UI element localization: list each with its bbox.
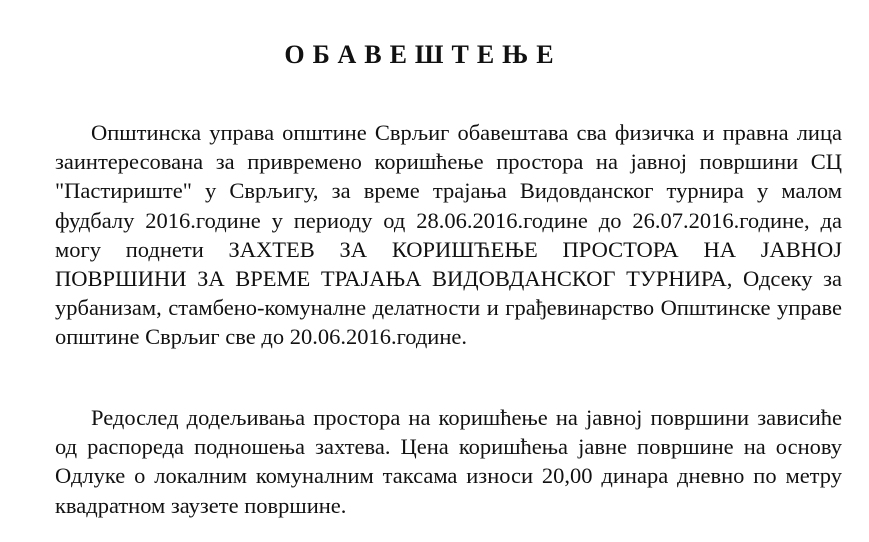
notice-paragraph-1: Општинска управа општине Сврљиг обавештава сва физичка и правна лица заинтересована за привремено коришћење простора на јавној површини СЦ "Пастириште" у Сврљигу, за време трајања Видовданског турнира у малом фудбалу 2016.године у периоду од 28.06.2016.године до 26.07.2016.године, да могу поднети ЗАХТЕВ ЗА КОРИШЋЕЊЕ ПРОСТОРА НА ЈАВНОЈ ПОВРШИНИ ЗА ВРЕМЕ ТРАЈАЊА ВИДОВДАНСКОГ ТУРНИРА, Одсеку за урбанизам, стамбено-комуналне делатности и грађевинарство Општинске управе општине Сврљиг све до 20.06.2016.године. (55, 120, 842, 350)
notice-paragraph-2: Редослед додељивања простора на коришћење на јавној површини зависиће од распореда подношења захтева. Цена коришћења јавне површине на основу Одлуке о локалним комуналним таксама износи 20,00 динара дневно по метру квадратном заузете површине. (55, 405, 842, 518)
notice-title: ОБАВЕШТЕЊЕ (284, 40, 562, 69)
